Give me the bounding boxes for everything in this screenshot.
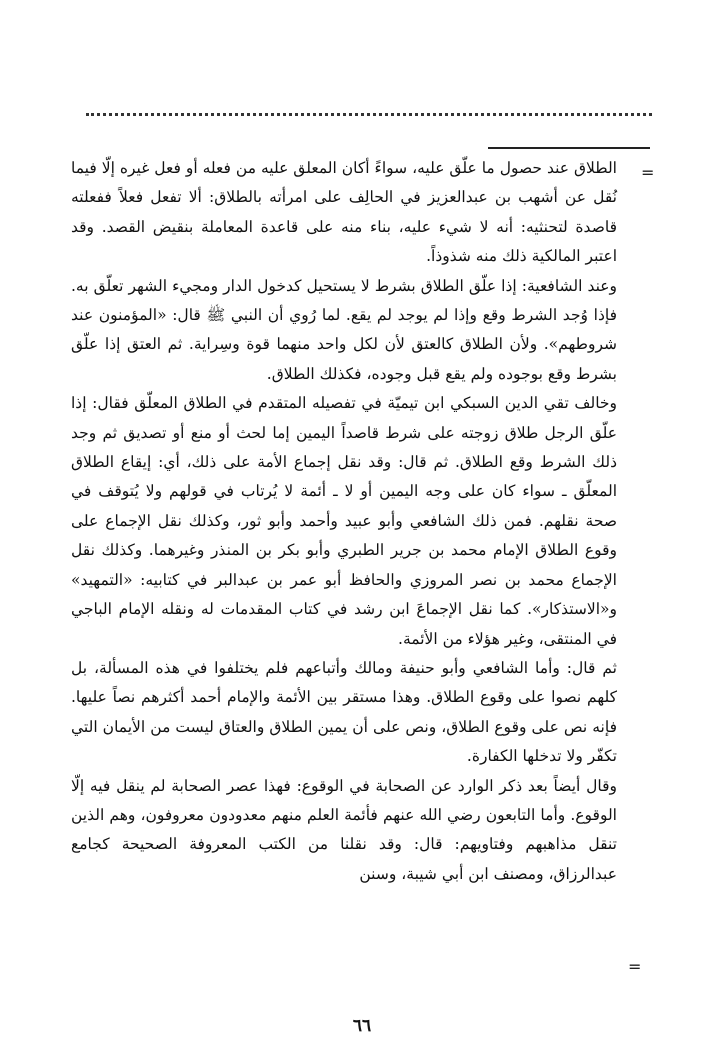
footnote-paragraph: وقال أيضاً بعد ذكر الوارد عن الصحابة في الوقوع: فهذا عصر الصحابة لم ينقل فيه إلّا الوقوع. وأما التابعون رضي الله عنهم فأئمة العلم منهم معدودون معروفون، وهم الذين تنقل مذاهبهم وفتاويهم: قال: وقد نقلنا من الكتب المعروفة الصحيحة كجامع عبدالرزاق، ومصنف ابن أبي شيبة، وسنن xyxy=(71,776,617,883)
footnote-paragraph: وخالف تقي الدين السبكي ابن تيميّة في تفصيله المتقدم في الطلاق المعلّق فقال: إذا علّق الرجل طلاق زوجته على شرط قاصداً اليمين إما لحث أو منع أو تصديق ثم وجد ذلك الشرط وقع الطلاق. ثم قال: وقد نقل إجماع الأمة على ذلك، أي: إيقاع الطلاق المعلّق ـ سواء كان على وجه اليمين أو لا ـ أئمة لا يُرتاب في قولهم ولا يُتوقف في صحة نقلهم. فمن ذلك الشافعي وأبو عبيد وأحمد وأبو ثور، وكذلك نقل الإجماع على وقوع الطلاق الإمام محمد بن جرير الطبري وأبو بكر بن المنذر وغيرهما. وكذلك نقل الإجماع محمد بن نصر المروزي والحافظ أبو عمر بن عبدالبر في كتابيه: «التمهيد» و«الاستذكار». كما نقل الإجماعَ ابن رشد في كتاب المقدمات له ونقله الإمام الباجي في المنتقى، وغير هؤلاء من الأئمة. xyxy=(71,394,617,648)
footnote-separator xyxy=(488,147,650,149)
dotted-rule xyxy=(86,113,652,116)
footnote-paragraph: ثم قال: وأما الشافعي وأبو حنيفة ومالك وأتباعهم فلم يختلفوا في هذه المسألة، بل كلهم نصوا على وقوع الطلاق. وهذا مستقر بين الأئمة والإمام أحمد أكثرهم نصاً عليها. فإنه نص على وقوع الطلاق، ونص على أن يمين الطلاق والعتاق ليست من الأيمان التي تكفّر ولا تدخلها الكفارة. xyxy=(71,658,618,766)
continuation-mark-bottom: = xyxy=(628,957,642,976)
footnote-text xyxy=(71,154,617,889)
footnote-paragraph: الطلاق عند حصول ما علّق عليه، سواءً أكان المعلق عليه من فعله أو فعل غيره إلّا فيما نُقل عن أشهب بن عبدالعزيز في الحالِف على امرأته بالطلاق: ألا تفعل فعلاً ففعلته قاصدة لتحنثيه: أنه لا شيء عليه، بناء منه على قاعدة المعاملة بنقيض القصد. وقد اعتبر المالكية ذلك منه شذوذاً. xyxy=(71,159,617,266)
continuation-mark-top: = xyxy=(641,163,655,182)
page-number: ٦٦ xyxy=(352,1016,372,1036)
footnote-paragraph: وعند الشافعية: إذا علّق الطلاق بشرط لا يستحيل كدخول الدار ومجيء الشهر تعلّق به. فإذا وُجد الشرط وقع وإذا لم يوجد لم يقع. لما رُوي أن النبي ﷺ قال: «المؤمنون عند شروطهم». ولأن الطلاق كالعتق لأن لكل واحد منهما قوة وسِراية. ثم العتق إذا علّق بشرط وقع بوجوده ولم يقع قبل وجوده، فكذلك الطلاق. xyxy=(71,276,617,383)
